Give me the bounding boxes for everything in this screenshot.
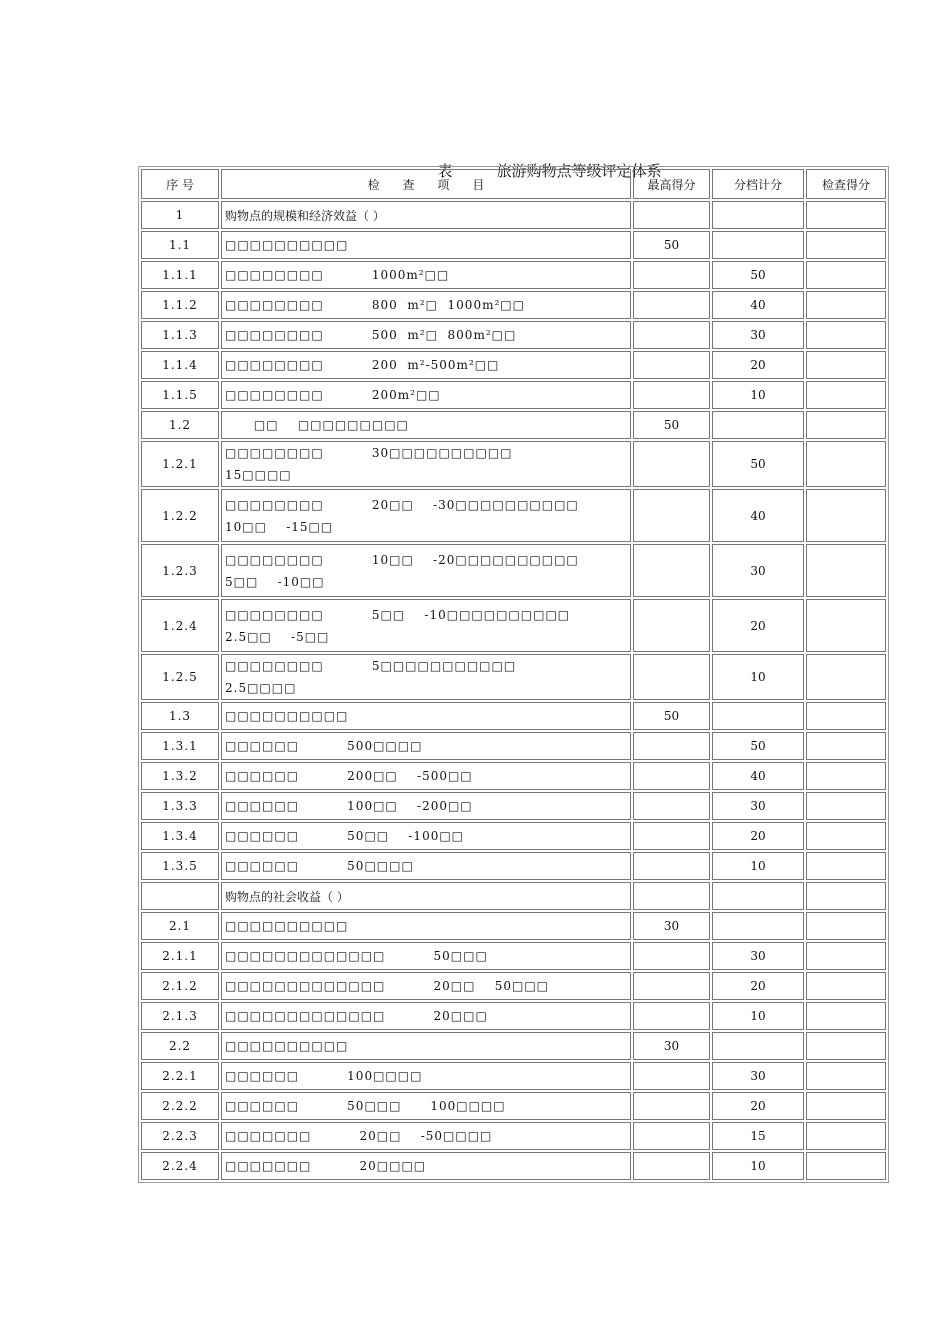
row-max-score xyxy=(633,1122,710,1150)
table-row xyxy=(141,942,886,970)
row-number: 1.3.4 xyxy=(141,822,219,850)
row-check-score xyxy=(806,411,886,439)
table-row xyxy=(141,411,886,439)
row-item-text: □□□□□□□□ 500 m²□ 800m²□□ xyxy=(221,321,631,349)
row-number: 1.2.3 xyxy=(141,544,219,597)
row-check-score xyxy=(806,1002,886,1030)
row-check-score xyxy=(806,654,886,700)
row-check-score xyxy=(806,291,886,319)
row-item-text: □□□□□□□□□□□□□ 50□□□ xyxy=(221,942,631,970)
row-tier-score xyxy=(712,702,804,730)
table-row xyxy=(141,261,886,289)
row-max-score xyxy=(633,261,710,289)
row-item-text: □□□□□□□□ 800 m²□ 1000m²□□ xyxy=(221,291,631,319)
row-number: 1.3.5 xyxy=(141,852,219,880)
row-max-score xyxy=(633,822,710,850)
row-number: 1.2.4 xyxy=(141,599,219,652)
table-row xyxy=(141,201,886,229)
row-number: 1.1.5 xyxy=(141,381,219,409)
row-tier-score xyxy=(712,231,804,259)
table-row xyxy=(141,762,886,790)
row-tier-score: 10 xyxy=(712,1152,804,1180)
row-check-score xyxy=(806,351,886,379)
row-number: 1.2.5 xyxy=(141,654,219,700)
row-item-text: □□□□□□ 50□□ -100□□ xyxy=(221,822,631,850)
row-check-score xyxy=(806,1092,886,1120)
row-tier-score: 20 xyxy=(712,599,804,652)
row-number: 1.3 xyxy=(141,702,219,730)
row-tier-score: 15 xyxy=(712,1122,804,1150)
row-item-text: □□□□□□□□□□ xyxy=(221,702,631,730)
row-check-score xyxy=(806,792,886,820)
row-max-score xyxy=(633,321,710,349)
row-max-score xyxy=(633,1092,710,1120)
row-number: 2.1 xyxy=(141,912,219,940)
row-check-score xyxy=(806,599,886,652)
header-check-score: 检查得分 xyxy=(806,169,886,199)
row-number: 2.1.3 xyxy=(141,1002,219,1030)
row-max-score xyxy=(633,351,710,379)
row-number: 1 xyxy=(141,201,219,229)
row-check-score xyxy=(806,762,886,790)
row-check-score xyxy=(806,702,886,730)
row-tier-score: 40 xyxy=(712,489,804,542)
row-item-text: □□□□□□ 100□□□□ xyxy=(221,1062,631,1090)
row-item-text: □□□□□□□□ 5□□ -10□□□□□□□□□□ 2.5□□ -5□□ xyxy=(221,599,631,652)
table-row xyxy=(141,321,886,349)
row-item-text: □□□□□□□□ 20□□ -30□□□□□□□□□□ 10□□ -15□□ xyxy=(221,489,631,542)
row-tier-score: 40 xyxy=(712,291,804,319)
table-title-prefix: 表 xyxy=(437,162,453,180)
row-item-text: □□□□□□□□ 200m²□□ xyxy=(221,381,631,409)
row-tier-score: 10 xyxy=(712,1002,804,1030)
table-row xyxy=(141,654,886,700)
row-max-score xyxy=(633,1002,710,1030)
row-check-score xyxy=(806,489,886,542)
row-number: 1.2.2 xyxy=(141,489,219,542)
row-number: 1.1.4 xyxy=(141,351,219,379)
row-check-score xyxy=(806,882,886,910)
row-max-score xyxy=(633,489,710,542)
row-max-score: 50 xyxy=(633,411,710,439)
row-tier-score: 30 xyxy=(712,942,804,970)
row-number: 1.1.2 xyxy=(141,291,219,319)
row-check-score xyxy=(806,972,886,1000)
table-body xyxy=(141,169,886,1180)
row-number: 1.1 xyxy=(141,231,219,259)
row-number: 2.2.2 xyxy=(141,1092,219,1120)
row-item-text: □□□□□□□□□□ xyxy=(221,231,631,259)
row-check-score xyxy=(806,1122,886,1150)
table-row xyxy=(141,1002,886,1030)
row-check-score xyxy=(806,1152,886,1180)
row-item-text: □□□□□□□□ 5□□□□□□□□□□□ 2.5□□□□ xyxy=(221,654,631,700)
row-tier-score: 50 xyxy=(712,441,804,487)
row-number: 2.2.1 xyxy=(141,1062,219,1090)
row-check-score xyxy=(806,441,886,487)
row-number: 1.3.3 xyxy=(141,792,219,820)
table-row xyxy=(141,912,886,940)
row-tier-score: 50 xyxy=(712,261,804,289)
row-item-text: □□□□□□ 500□□□□ xyxy=(221,732,631,760)
row-max-score xyxy=(633,1062,710,1090)
row-tier-score xyxy=(712,201,804,229)
table-row xyxy=(141,1122,886,1150)
table-row xyxy=(141,599,886,652)
row-tier-score: 10 xyxy=(712,654,804,700)
table-row xyxy=(141,544,886,597)
row-number: 1.3.1 xyxy=(141,732,219,760)
row-check-score xyxy=(806,1062,886,1090)
row-item-text: □□□□□□□ 20□□□□ xyxy=(221,1152,631,1180)
row-max-score xyxy=(633,852,710,880)
row-item-text: □□□□□□□□ 10□□ -20□□□□□□□□□□ 5□□ -10□□ xyxy=(221,544,631,597)
row-number xyxy=(141,882,219,910)
table-row xyxy=(141,1032,886,1060)
row-check-score xyxy=(806,912,886,940)
table-row xyxy=(141,972,886,1000)
row-tier-score: 20 xyxy=(712,1092,804,1120)
table-row xyxy=(141,1062,886,1090)
table-row xyxy=(141,792,886,820)
table-row xyxy=(141,291,886,319)
row-item-text: □□□□□□ 200□□ -500□□ xyxy=(221,762,631,790)
row-check-score xyxy=(806,381,886,409)
row-tier-score: 30 xyxy=(712,544,804,597)
table-row xyxy=(141,822,886,850)
row-tier-score: 30 xyxy=(712,321,804,349)
row-check-score xyxy=(806,261,886,289)
row-item-text: 购物点的社会收益（ ） xyxy=(221,882,631,910)
header-tier-score: 分档计分 xyxy=(712,169,804,199)
row-max-score xyxy=(633,654,710,700)
row-number: 1.3.2 xyxy=(141,762,219,790)
row-tier-score: 10 xyxy=(712,381,804,409)
row-tier-score xyxy=(712,411,804,439)
table-row xyxy=(141,231,886,259)
table-row xyxy=(141,489,886,542)
row-max-score xyxy=(633,942,710,970)
row-item-text: 购物点的规模和经济效益（ ） xyxy=(221,201,631,229)
row-max-score xyxy=(633,201,710,229)
row-item-text: □□□□□□□□□□ xyxy=(221,912,631,940)
row-check-score xyxy=(806,231,886,259)
row-max-score xyxy=(633,732,710,760)
row-check-score xyxy=(806,321,886,349)
row-tier-score: 20 xyxy=(712,351,804,379)
row-max-score xyxy=(633,972,710,1000)
row-item-text: □□□□□□□□□□□□□ 20□□□ xyxy=(221,1002,631,1030)
row-max-score xyxy=(633,544,710,597)
row-item-text: □□□□□□ 50□□□ 100□□□□ xyxy=(221,1092,631,1120)
row-check-score xyxy=(806,1032,886,1060)
row-max-score: 50 xyxy=(633,231,710,259)
row-item-text: □□□□□□ 50□□□□ xyxy=(221,852,631,880)
row-tier-score: 20 xyxy=(712,822,804,850)
table-row xyxy=(141,732,886,760)
row-max-score: 30 xyxy=(633,1032,710,1060)
row-tier-score: 50 xyxy=(712,732,804,760)
row-number: 2.2.3 xyxy=(141,1122,219,1150)
row-max-score xyxy=(633,1152,710,1180)
row-tier-score xyxy=(712,912,804,940)
row-check-score xyxy=(806,544,886,597)
row-item-text: □□□□□□□□ 200 m²-500m²□□ xyxy=(221,351,631,379)
row-max-score xyxy=(633,792,710,820)
row-check-score xyxy=(806,942,886,970)
row-item-text: □□□□□□□□ 1000m²□□ xyxy=(221,261,631,289)
row-max-score xyxy=(633,291,710,319)
header-row xyxy=(141,169,886,199)
row-tier-score: 30 xyxy=(712,1062,804,1090)
row-check-score xyxy=(806,201,886,229)
row-max-score: 30 xyxy=(633,912,710,940)
row-max-score xyxy=(633,762,710,790)
row-number: 1.1.1 xyxy=(141,261,219,289)
row-check-score xyxy=(806,732,886,760)
table-row xyxy=(141,1092,886,1120)
row-number: 2.1.2 xyxy=(141,972,219,1000)
row-check-score xyxy=(806,852,886,880)
table-row xyxy=(141,852,886,880)
row-tier-score: 10 xyxy=(712,852,804,880)
row-item-text: □□□□□□□ 20□□ -50□□□□ xyxy=(221,1122,631,1150)
table-row xyxy=(141,1152,886,1180)
row-number: 2.2.4 xyxy=(141,1152,219,1180)
row-item-text: □□□□□□ 100□□ -200□□ xyxy=(221,792,631,820)
row-number: 1.1.3 xyxy=(141,321,219,349)
row-max-score xyxy=(633,599,710,652)
row-max-score xyxy=(633,441,710,487)
row-tier-score: 20 xyxy=(712,972,804,1000)
row-item-text: □□ □□□□□□□□□ xyxy=(221,411,631,439)
row-tier-score: 30 xyxy=(712,792,804,820)
row-tier-score: 40 xyxy=(712,762,804,790)
row-number: 1.2.1 xyxy=(141,441,219,487)
row-tier-score xyxy=(712,1032,804,1060)
table-title-text: 旅游购物点等级评定体系 xyxy=(496,162,662,180)
header-max-score: 最高得分 xyxy=(633,169,710,199)
row-number: 1.2 xyxy=(141,411,219,439)
row-max-score xyxy=(633,882,710,910)
row-item-text: □□□□□□□□ 30□□□□□□□□□□ 15□□□□ xyxy=(221,441,631,487)
table-row xyxy=(141,441,886,487)
row-max-score: 50 xyxy=(633,702,710,730)
row-max-score xyxy=(633,381,710,409)
table-row xyxy=(141,381,886,409)
evaluation-table xyxy=(138,166,889,1183)
table-row xyxy=(141,882,886,910)
table-row xyxy=(141,702,886,730)
row-check-score xyxy=(806,822,886,850)
row-item-text: □□□□□□□□□□ xyxy=(221,1032,631,1060)
table-row xyxy=(141,351,886,379)
row-item-text: □□□□□□□□□□□□□ 20□□ 50□□□ xyxy=(221,972,631,1000)
row-tier-score xyxy=(712,882,804,910)
header-no: 序 号 xyxy=(141,169,219,199)
header-item: 检 查 项 目 xyxy=(221,169,631,199)
row-number: 2.2 xyxy=(141,1032,219,1060)
row-number: 2.1.1 xyxy=(141,942,219,970)
